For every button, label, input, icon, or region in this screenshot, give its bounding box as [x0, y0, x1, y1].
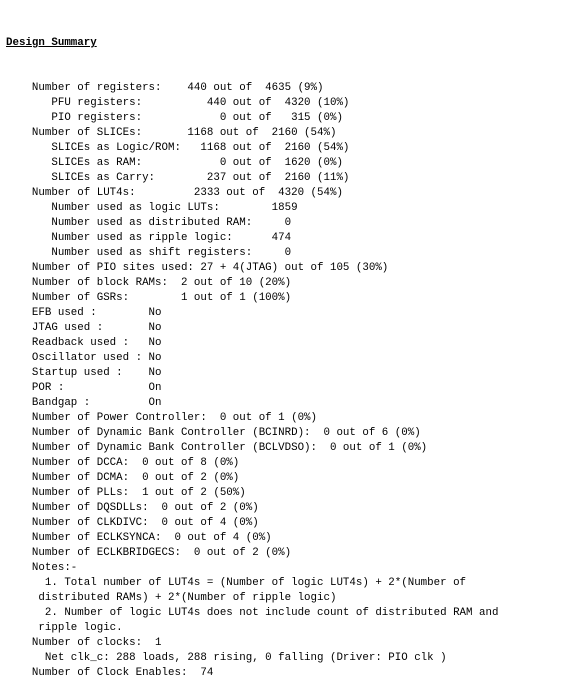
report-line: Startup used : No	[6, 367, 162, 379]
report-line: Number of DCCA: 0 out of 8 (0%)	[6, 457, 240, 469]
report-line: Number of DCMA: 0 out of 2 (0%)	[6, 472, 240, 484]
report-line: Number of ECLKSYNCA: 0 out of 4 (0%)	[6, 532, 272, 544]
report-line: Number of PIO sites used: 27 + 4(JTAG) out of 105 (30%)	[6, 262, 389, 274]
report-line: Number of clocks: 1	[6, 637, 162, 649]
report-line: ripple logic.	[6, 622, 123, 634]
design-summary-report	[6, 6, 580, 696]
report-line: Number of Dynamic Bank Controller (BCINRD): 0 out of 6 (0%)	[6, 427, 421, 439]
report-line: Number of DQSDLLs: 0 out of 2 (0%)	[6, 502, 259, 514]
report-line: POR : On	[6, 382, 162, 394]
report-line: Number of Dynamic Bank Controller (BCLVDSO): 0 out of 1 (0%)	[6, 442, 428, 454]
report-line: EFB used : No	[6, 307, 162, 319]
report-line: Bandgap : On	[6, 397, 162, 409]
report-line: Readback used : No	[6, 337, 162, 349]
report-line: Number of GSRs: 1 out of 1 (100%)	[6, 292, 292, 304]
report-line: Number used as distributed RAM: 0	[6, 217, 292, 229]
report-line: Number used as shift registers: 0	[6, 247, 292, 259]
report-line: distributed RAMs) + 2*(Number of ripple logic)	[6, 592, 337, 604]
report-line: Oscillator used : No	[6, 352, 162, 364]
report-lines	[6, 81, 580, 681]
report-line: Number of block RAMs: 2 out of 10 (20%)	[6, 277, 292, 289]
report-line: Number of Power Controller: 0 out of 1 (0%)	[6, 412, 318, 424]
report-line: Number of CLKDIVC: 0 out of 4 (0%)	[6, 517, 259, 529]
report-line: Number of ECLKBRIDGECS: 0 out of 2 (0%)	[6, 547, 292, 559]
report-line: Number used as logic LUTs: 1859	[6, 202, 298, 214]
report-line: SLICEs as RAM: 0 out of 1620 (0%)	[6, 157, 343, 169]
report-line: Net clk_c: 288 loads, 288 rising, 0 falling (Driver: PIO clk )	[6, 652, 447, 664]
report-line: Number of Clock Enables: 74	[6, 667, 214, 679]
report-line: PFU registers: 440 out of 4320 (10%)	[6, 97, 350, 109]
report-line: Number of SLICEs: 1168 out of 2160 (54%)	[6, 127, 337, 139]
report-line: Number used as ripple logic: 474	[6, 232, 292, 244]
report-line: 2. Number of logic LUT4s does not include count of distributed RAM and	[6, 607, 499, 619]
report-line: Number of PLLs: 1 out of 2 (50%)	[6, 487, 246, 499]
report-line: Number of registers: 440 out of 4635 (9%)	[6, 82, 324, 94]
report-line: JTAG used : No	[6, 322, 162, 334]
report-line: Number of LUT4s: 2333 out of 4320 (54%)	[6, 187, 343, 199]
report-line: PIO registers: 0 out of 315 (0%)	[6, 112, 343, 124]
report-line: Notes:-	[6, 562, 78, 574]
report-title: Design Summary	[6, 37, 97, 49]
report-line: SLICEs as Carry: 237 out of 2160 (11%)	[6, 172, 350, 184]
report-line: SLICEs as Logic/ROM: 1168 out of 2160 (54%)	[6, 142, 350, 154]
report-line: 1. Total number of LUT4s = (Number of logic LUT4s) + 2*(Number of	[6, 577, 467, 589]
